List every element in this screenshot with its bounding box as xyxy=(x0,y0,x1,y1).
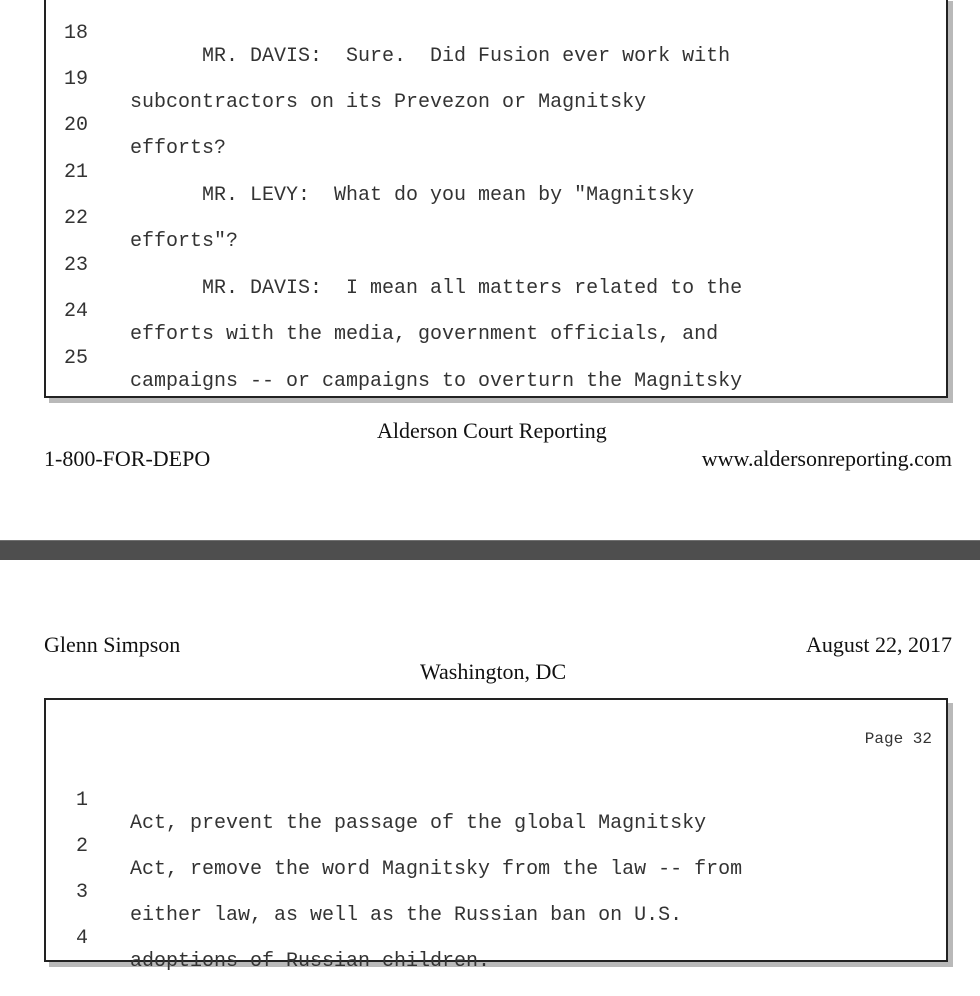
transcript-line xyxy=(46,231,946,300)
transcript-line xyxy=(46,0,946,68)
transcript-line xyxy=(46,45,946,114)
line-text: campaigns -- or campaigns to overturn the Magnitsky xyxy=(130,370,743,393)
header-date: August 22, 2017 xyxy=(805,632,952,657)
line-number: 3 xyxy=(75,881,88,904)
transcript-line xyxy=(46,324,946,393)
transcript-page-bottom xyxy=(0,560,980,973)
transcript-line xyxy=(46,277,946,346)
line-number: 4 xyxy=(75,927,88,950)
line-text: subcontractors on its Prevezon or Magnitsky xyxy=(130,91,647,114)
header-location: Washington, DC xyxy=(420,659,567,684)
line-number: 1 xyxy=(75,789,88,812)
line-text: efforts? xyxy=(130,137,227,160)
line-text: Act, remove the word Magnitsky from the law -- from xyxy=(130,858,743,881)
line-number: 23 xyxy=(63,254,88,277)
line-number: 24 xyxy=(63,300,88,323)
transcript-box-bottom xyxy=(44,698,948,973)
line-text: MR. DAVIS: Sure. Did Fusion ever work with xyxy=(130,45,731,68)
page-number: Page 32 xyxy=(864,730,932,748)
line-number: 18 xyxy=(63,22,88,45)
line-number: 21 xyxy=(63,161,88,184)
transcript-line xyxy=(46,766,946,835)
transcript-line xyxy=(46,858,946,927)
page-divider xyxy=(0,540,980,561)
line-number: 2 xyxy=(75,835,88,858)
transcript-line xyxy=(46,91,946,160)
footer-website: www.aldersonreporting.com xyxy=(701,446,952,471)
line-number: 25 xyxy=(63,347,88,370)
header-witness: Glenn Simpson xyxy=(44,632,181,657)
line-text: efforts"? xyxy=(130,230,239,253)
line-text: either law, as well as the Russian ban on U.S. xyxy=(130,904,683,927)
line-text: adoptions of Russian children. xyxy=(130,950,491,973)
transcript-line xyxy=(46,904,946,973)
line-number: 22 xyxy=(63,207,88,230)
transcript-line xyxy=(46,138,946,207)
line-text: efforts with the media, government officials, and xyxy=(130,323,719,346)
footer-phone: 1-800-FOR-DEPO xyxy=(44,446,211,471)
transcript-box-top xyxy=(44,0,948,398)
footer-company: Alderson Court Reporting xyxy=(377,418,607,443)
line-text: MR. DAVIS: I mean all matters related to the xyxy=(130,277,743,300)
line-text: Act, prevent the passage of the global Magnitsky xyxy=(130,812,707,835)
transcript-line xyxy=(46,184,946,253)
line-text: MR. LEVY: What do you mean by "Magnitsky xyxy=(130,184,695,207)
line-number: 19 xyxy=(63,68,88,91)
line-number: 20 xyxy=(63,114,88,137)
transcript-line xyxy=(46,812,946,881)
